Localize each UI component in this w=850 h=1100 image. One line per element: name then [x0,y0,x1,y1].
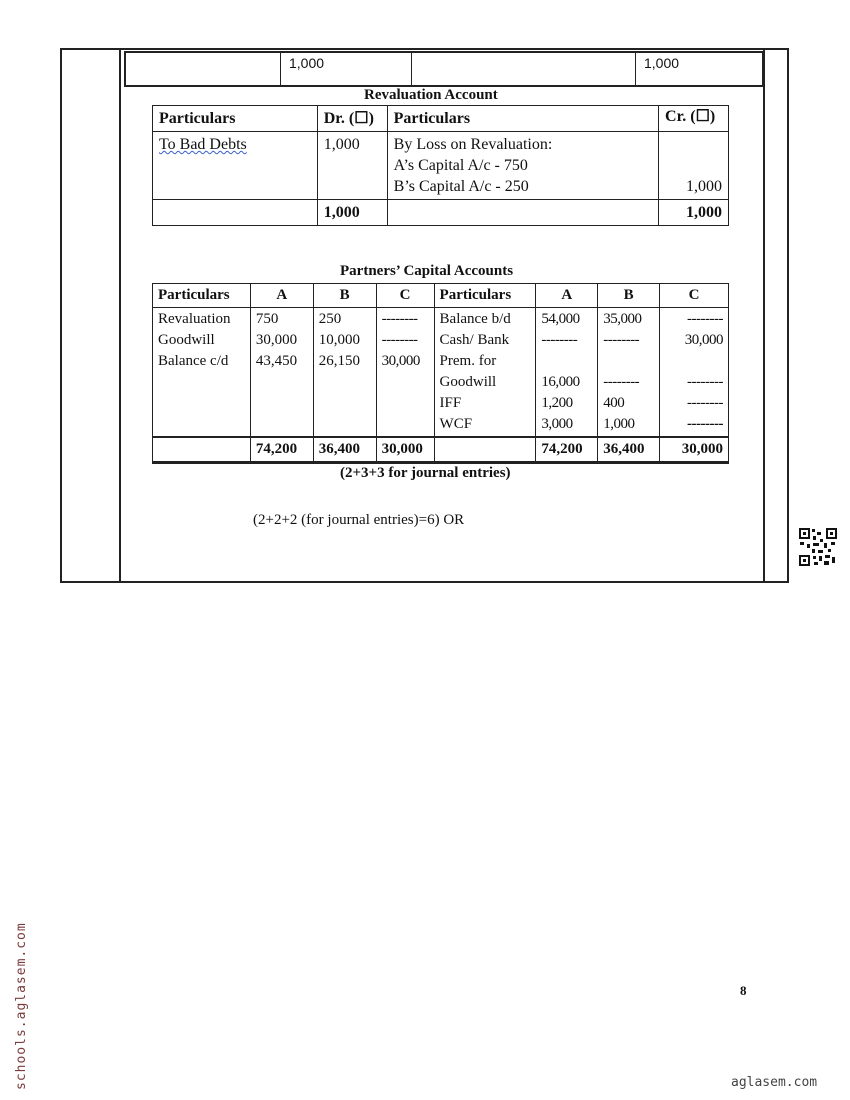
cap-header-a-dr: A [250,284,313,308]
cap-header-c-dr: C [376,284,434,308]
cap-cr-b-value [603,351,654,372]
revaluation-title: Revaluation Account [364,87,498,103]
rev-dr-amount: 1,000 [317,132,387,200]
rev-header-particulars-dr: Particulars [153,106,318,132]
cap-dr-b-value: 250 [318,311,342,327]
cap-header-b-dr: B [313,284,376,308]
cap-header-b-cr: B [598,284,660,308]
rev-total-cr: 1,000 [659,200,729,226]
cap-cr-particular: Prem. for [439,353,497,369]
top-left-amount: 1,000 [289,55,325,71]
cap-total-cr-c: 30,000 [660,437,729,463]
rev-header-dr: Dr. (☐) [317,106,387,132]
revaluation-total-row [153,200,729,226]
revaluation-entry-row [153,132,729,200]
cap-cr-particular: Cash/ Bank [439,332,510,348]
cap-cr-c-value: -------- [687,416,723,432]
rev-cr-line-2: A’s Capital A/c - 750 [393,157,528,174]
cap-cr-c-value [665,351,723,372]
rev-header-cr: Cr. (☐) [659,106,729,132]
capital-entries-row [153,308,729,438]
cap-header-particulars-dr: Particulars [153,284,251,308]
cap-dr-particular: Revaluation [158,311,231,327]
cap-cr-c-value: 30,000 [684,332,723,348]
cap-dr-a-value: 43,450 [255,353,298,369]
cap-cr-c-value: -------- [687,374,723,390]
cap-total-dr-c: 30,000 [376,437,434,463]
cap-total-cr-b: 36,400 [598,437,660,463]
cap-cr-particular: WCF [439,416,473,432]
cap-header-a-cr: A [536,284,598,308]
cap-dr-c-value: -------- [381,332,418,348]
revaluation-header-row [153,106,729,132]
cap-header-c-cr: C [660,284,729,308]
frame-divider-left [119,50,121,581]
cap-dr-c-value: 30,000 [381,353,420,369]
cap-dr-c-value: -------- [381,311,418,327]
cap-cr-b-value: 35,000 [603,311,642,327]
cap-dr-a-value: 30,000 [255,332,298,348]
revaluation-account-table [152,105,729,226]
cap-cr-particular: IFF [439,395,462,411]
cap-dr-b-value: 26,150 [318,353,360,369]
cap-cr-a-value: 16,000 [541,374,580,390]
capital-accounts-title: Partners’ Capital Accounts [340,263,514,279]
page-number: 8 [740,983,747,998]
marks-note: (2+3+3 for journal entries) [340,465,511,481]
cap-cr-b-value: -------- [603,332,640,348]
cap-total-dr-b: 36,400 [313,437,376,463]
marks-note-2: (2+2+2 (for journal entries)=6) OR [253,512,465,528]
frame-divider-right [763,50,765,581]
side-watermark: schools.aglasem.com [14,922,29,1090]
cap-cr-c-value: -------- [687,395,723,411]
cap-dr-b-value: 10,000 [318,332,360,348]
cap-dr-particular: Balance c/d [158,353,229,369]
capital-header-row [153,284,729,308]
rev-cr-line-1: By Loss on Revaluation: [393,136,553,153]
cap-total-cr-a: 74,200 [536,437,598,463]
cap-dr-a-value: 750 [255,311,279,327]
cap-cr-a-value [541,351,592,372]
cap-cr-a-value: 54,000 [541,311,580,327]
cap-cr-a-value: 3,000 [541,416,573,432]
cap-header-particulars-cr: Particulars [434,284,536,308]
cap-cr-c-value: -------- [687,311,723,327]
capital-accounts-table [152,283,729,464]
rev-dr-particular: To Bad Debts [159,136,247,153]
rev-cr-line-3: B’s Capital A/c - 250 [393,178,529,195]
cap-cr-b-value: 1,000 [603,416,635,432]
cap-cr-particular: Goodwill [439,374,497,390]
cap-cr-particular: Balance b/d [439,311,511,327]
previous-table-total-row [124,51,764,87]
rev-total-dr: 1,000 [317,200,387,226]
capital-total-row [153,437,729,463]
qr-code-icon [798,527,838,567]
cap-cr-a-value: 1,200 [541,395,573,411]
cap-dr-particular: Goodwill [158,332,215,348]
top-right-amount: 1,000 [644,55,680,71]
cap-cr-b-value: -------- [603,374,640,390]
cap-total-dr-a: 74,200 [250,437,313,463]
rev-header-particulars-cr: Particulars [387,106,658,132]
rev-cr-amount: 1,000 [659,132,729,200]
cap-cr-b-value: 400 [603,395,625,411]
footer-watermark: aglasem.com [731,1075,818,1090]
cap-cr-a-value: -------- [541,332,578,348]
